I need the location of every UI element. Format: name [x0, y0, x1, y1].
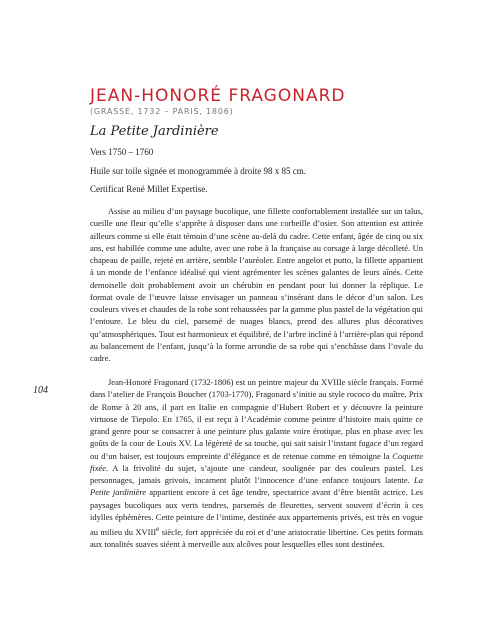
work-certificate: Certificat René Millet Expertise.	[90, 184, 208, 194]
biography-text: . A la frivolité du sujet, s’ajoute une candeur, soulignée par des couleurs pastel. Les personnages, jamais grivois, incarnent plutôt l’innocence d’une enfance toujours latente.	[90, 462, 423, 485]
work-date: Vers 1750 – 1760	[90, 147, 154, 157]
artist-name: JEAN-HONORÉ FRAGONARD	[90, 86, 346, 106]
biography-paragraph	[90, 376, 423, 550]
artwork-reference-jardiniere: La Petite jardinière	[90, 475, 423, 498]
work-title: La Petite Jardinière	[90, 124, 219, 139]
artist-dates: (GRASSE, 1732 – PARIS, 1806)	[90, 107, 234, 116]
artwork-reference-coquette: Coquette fixée	[90, 450, 423, 473]
biography-text: siècle, fort appréciée du roi et d’une aristocratie libertine. Ces petits formats aux tonalités suaves siéent à merveille aux alcôves pour lesquelles elles sont destinées.	[90, 526, 423, 550]
biography-text: Jean-Honoré Fragonard (1732-1806) est un peintre majeur du XVIIIe siècle français. Formé dans l’atelier de François Boucher (1703-1770), Fragonard s’initie au style rococo du maître. Prix de Rome à 20 ans, il part en Italie en compagnie d’Hubert Robert et y découvre la peinture virtuose de Tiepolo. En 1765, il est reçu à l’Académie comme peintre d’histoire mais quitte ce grand genre pour se consacrer à une peinture plus galante voire érotique, plus en phase avec les goûts de la cour de Louis XV. La légèreté de sa touche, qui sait saisir l’instant fugace d’un regard ou d’un baiser, est toujours empreinte d’élégance et de retenue comme en témoigne la	[90, 377, 423, 461]
page-number: 104	[33, 385, 48, 396]
biography-text: appartient encore à cet âge tendre, spectatrice avant d’être bientôt actrice. Les paysages bucoliques aux verts tendres, parsemés de fleurettes, servent souvent d’écrin à ces idylles éphémères. Cette peinture de l’intime, destinée aux appartements privés, est très en vogue au milieu du XVIII	[90, 487, 423, 537]
work-medium: Huile sur toile signée et monogrammée à droite 98 x 85 cm.	[90, 166, 306, 176]
description-paragraph: Assise au milieu d’un paysage bucolique, une fillette confortablement installée sur un talus, cueille une fleur qu’elle s’apprête à disposer dans une corbeille d’osier. Son attention est attirée ailleurs comme si elle était témoin d’une scène au-delà du cadre. Cette enfant, âgée de cinq ou six ans, est habillée comme une adulte, avec une robe à la française au corsage à large décolleté. Un chapeau de paille, rejeté en arrière, semble l’auréoler. Entre angelot et putto, la fillette appartient à un monde de l’enfance idéalisé qui vient agrémenter les scènes galantes de leurs aînés. Cette demoiselle doit probablement avoir un chérubin en pendant pour lui donner la réplique. Le format ovale de l’œuvre laisse envisager un panneau s’insérant dans le décor d’un salon. Les couleurs vives et chaudes de la robe sont rehaussées par la gamme plus pastel de la végétation qui l’entoure. Le bleu du ciel, parsemé de nuages blancs, prend des allures plus décoratives qu’atmosphériques. Tout est harmonieux et équilibré, de l’arbre incliné à l’arrière-plan qui répond au balancement de l’enfant, jusqu’à la forme arrondie de sa robe qui s’enchâsse dans l’ovale du cadre.	[90, 206, 423, 363]
century-superscript: e	[156, 525, 160, 533]
